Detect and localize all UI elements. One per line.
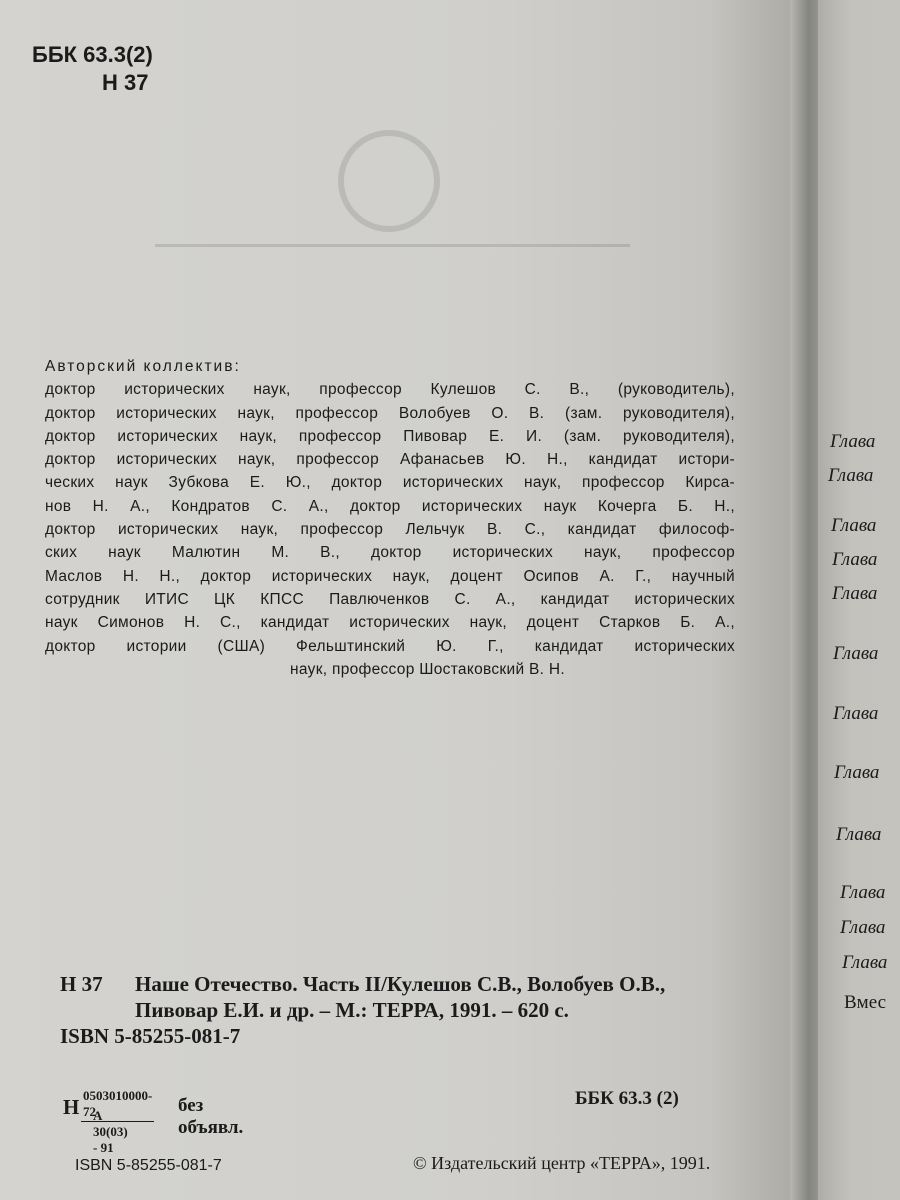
chapter-label: Глава [828, 465, 874, 486]
chapter-label: Глава [836, 824, 882, 845]
authors-line: наук, профессор Шостаковский В. Н. [290, 660, 565, 678]
authors-heading: Авторский коллектив: [45, 358, 241, 375]
catalog-line-1: Наше Отечество. Часть II/Кулешов С.В., Волобуев О.В., [135, 972, 666, 996]
index-numerator: 0503010000-72 [81, 1088, 154, 1122]
authors-line: доктор исторических наук, профессор Афанасьев Ю. Н., кандидат истори- [45, 451, 735, 469]
authors-line: наук Симонов Н. С., кандидат исторических наук, доцент Старков Б. А., [45, 614, 735, 632]
authors-line: доктор исторических наук, профессор Лельчук В. С., кандидат философ- [45, 521, 735, 539]
chapter-label: Глава [833, 643, 879, 664]
chapter-label: Глава [840, 917, 886, 938]
chapter-label: Глава [833, 703, 879, 724]
chapter-label: Глава [831, 515, 877, 536]
chapter-label: Глава [840, 882, 886, 903]
footer-copyright: © Издательский центр «ТЕРРА», 1991. [413, 1153, 711, 1173]
chapter-label: Глава [834, 762, 880, 783]
authors-line: доктор истории (США) Фельштинский Ю. Г., кандидат исторических [45, 637, 735, 655]
chapter-label: Глава [842, 952, 888, 973]
footer-isbn: ISBN 5-85255-081-7 [75, 1157, 222, 1174]
authors-line: доктор исторических наук, профессор Пивовар Е. И. (зам. руководителя), [45, 427, 735, 445]
authors-line: сотрудник ИТИС ЦК КПСС Павлюченков С. А., кандидат исторических [45, 590, 735, 608]
catalog-line-2: Пивовар Е.И. и др. – М.: ТЕРРА, 1991. – 620 с. [135, 998, 569, 1022]
catalog-mark: Н 37 [60, 972, 103, 996]
emblem-show-through [338, 130, 440, 232]
chapter-label: Глава [832, 583, 878, 604]
show-through-rule [155, 244, 630, 247]
authors-line: ских наук Малютин М. В., доктор исторических наук, профессор [45, 544, 735, 562]
index-letter: Н [63, 1095, 80, 1119]
authors-line: ческих наук Зубкова Е. Ю., доктор исторических наук, профессор Кирса- [45, 474, 735, 492]
right-page [818, 0, 900, 1200]
bbk-bottom: ББК 63.3 (2) [575, 1088, 679, 1109]
index-note: без объявл. [178, 1095, 244, 1138]
authors-line: Маслов Н. Н., доктор исторических наук, доцент Осипов А. Г., научный [45, 567, 735, 585]
authors-line: доктор исторических наук, профессор Кулешов С. В., (руководитель), [45, 381, 735, 399]
authors-line: доктор исторических наук, профессор Волобуев О. В. (зам. руководителя), [45, 404, 735, 422]
chapter-label: Вмес [844, 992, 887, 1013]
authors-block [45, 355, 735, 681]
author-mark: Н 37 [102, 70, 149, 95]
chapter-label: Глава [830, 431, 876, 452]
chapter-label: Глава [832, 549, 878, 570]
index-denominator: А 30(03) - 91 [93, 1108, 128, 1155]
authors-line: нов Н. А., Кондратов С. А., доктор исторических наук Кочерга Б. Н., [45, 497, 735, 515]
bbk-code: ББК 63.3(2) [32, 42, 153, 67]
catalog-isbn: ISBN 5-85255-081-7 [60, 1024, 241, 1048]
